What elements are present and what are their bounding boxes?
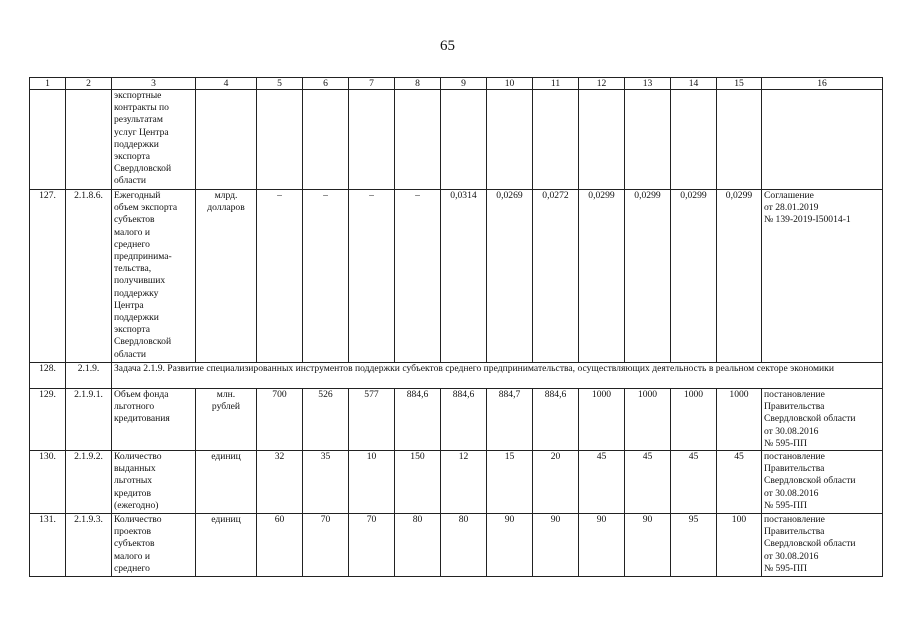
value-cell: 884,6	[533, 389, 579, 451]
code-cell: 2.1.9.1.	[66, 389, 112, 451]
basis-cell: Соглашение от 28.01.2019 № 139-2019-I50014-1	[762, 190, 883, 363]
page-number: 65	[440, 38, 455, 54]
basis-cell: постановление Правительства Свердловской области от 30.08.2016 № 595-ПП	[762, 514, 883, 577]
value-cell	[533, 90, 579, 190]
header-cell: 14	[671, 78, 717, 90]
value-cell: 32	[257, 451, 303, 514]
value-cell: 0,0314	[441, 190, 487, 363]
value-cell: 20	[533, 451, 579, 514]
indicator-cell: Ежегодный объем экспорта субъектов малого и среднего предпринима- тельства, получивших поддержку Центра поддержки экспорта Свердловской области	[112, 190, 196, 363]
task-title-cell: Задача 2.1.9. Развитие специализированных инструментов поддержки субъектов среднего предпринимательства, осуществляющих деятельность в реальном секторе экономики	[112, 363, 883, 389]
row-number-cell: 128.	[30, 363, 66, 389]
value-cell: 1000	[579, 389, 625, 451]
value-cell: –	[395, 190, 441, 363]
indicator-cell: Количество проектов субъектов малого и среднего	[112, 514, 196, 577]
value-cell: 577	[349, 389, 395, 451]
value-cell: 0,0299	[717, 190, 762, 363]
table-row	[30, 190, 883, 363]
header-row	[30, 78, 883, 90]
indicators-table	[29, 77, 883, 577]
value-cell: 70	[303, 514, 349, 577]
row-number-cell: 127.	[30, 190, 66, 363]
value-cell: 95	[671, 514, 717, 577]
unit-cell: единиц	[196, 451, 257, 514]
value-cell: 80	[441, 514, 487, 577]
value-cell	[717, 90, 762, 190]
indicator-cell: экспортные контракты по результатам услуг Центра поддержки экспорта Свердловской области	[112, 90, 196, 190]
task-row	[30, 363, 883, 389]
row-number-cell: 129.	[30, 389, 66, 451]
value-cell: 15	[487, 451, 533, 514]
header-cell: 1	[30, 78, 66, 90]
value-cell: 45	[625, 451, 671, 514]
value-cell: 70	[349, 514, 395, 577]
indicator-cell: Количество выданных льготных кредитов (ежегодно)	[112, 451, 196, 514]
value-cell	[441, 90, 487, 190]
header-cell: 4	[196, 78, 257, 90]
value-cell	[625, 90, 671, 190]
basis-cell: постановление Правительства Свердловской области от 30.08.2016 № 595-ПП	[762, 389, 883, 451]
value-cell: 0,0272	[533, 190, 579, 363]
unit-cell: млн. рублей	[196, 389, 257, 451]
value-cell: 100	[717, 514, 762, 577]
value-cell	[487, 90, 533, 190]
value-cell	[303, 90, 349, 190]
value-cell	[349, 90, 395, 190]
unit-cell	[196, 90, 257, 190]
table-row	[30, 514, 883, 577]
header-cell: 9	[441, 78, 487, 90]
value-cell: 526	[303, 389, 349, 451]
header-cell: 13	[625, 78, 671, 90]
value-cell: 90	[625, 514, 671, 577]
value-cell	[395, 90, 441, 190]
value-cell: 90	[579, 514, 625, 577]
value-cell: 45	[717, 451, 762, 514]
table-row	[30, 90, 883, 190]
table-row	[30, 389, 883, 451]
row-number-cell: 131.	[30, 514, 66, 577]
code-cell: 2.1.9.	[66, 363, 112, 389]
header-cell: 11	[533, 78, 579, 90]
header-cell: 10	[487, 78, 533, 90]
code-cell: 2.1.9.2.	[66, 451, 112, 514]
value-cell: 90	[533, 514, 579, 577]
value-cell: –	[349, 190, 395, 363]
header-cell: 16	[762, 78, 883, 90]
basis-cell: постановление Правительства Свердловской области от 30.08.2016 № 595-ПП	[762, 451, 883, 514]
header-cell: 5	[257, 78, 303, 90]
unit-cell: единиц	[196, 514, 257, 577]
value-cell: 0,0269	[487, 190, 533, 363]
value-cell	[671, 90, 717, 190]
header-cell: 2	[66, 78, 112, 90]
value-cell: 10	[349, 451, 395, 514]
value-cell: 90	[487, 514, 533, 577]
indicator-cell: Объем фонда льготного кредитования	[112, 389, 196, 451]
value-cell: 150	[395, 451, 441, 514]
value-cell: 884,7	[487, 389, 533, 451]
value-cell	[257, 90, 303, 190]
header-cell: 7	[349, 78, 395, 90]
value-cell: 45	[671, 451, 717, 514]
header-cell: 8	[395, 78, 441, 90]
value-cell: 884,6	[395, 389, 441, 451]
value-cell: 700	[257, 389, 303, 451]
value-cell: 1000	[717, 389, 762, 451]
code-cell: 2.1.9.3.	[66, 514, 112, 577]
header-cell: 15	[717, 78, 762, 90]
code-cell	[66, 90, 112, 190]
value-cell: –	[257, 190, 303, 363]
value-cell	[579, 90, 625, 190]
value-cell: 884,6	[441, 389, 487, 451]
code-cell: 2.1.8.6.	[66, 190, 112, 363]
value-cell: 12	[441, 451, 487, 514]
value-cell: 45	[579, 451, 625, 514]
value-cell: 1000	[671, 389, 717, 451]
row-number-cell: 130.	[30, 451, 66, 514]
value-cell: 0,0299	[671, 190, 717, 363]
value-cell: 0,0299	[625, 190, 671, 363]
value-cell: 80	[395, 514, 441, 577]
row-number-cell	[30, 90, 66, 190]
value-cell: 60	[257, 514, 303, 577]
table-row	[30, 451, 883, 514]
value-cell: 0,0299	[579, 190, 625, 363]
header-cell: 6	[303, 78, 349, 90]
unit-cell: млрд. долларов	[196, 190, 257, 363]
header-cell: 3	[112, 78, 196, 90]
value-cell: 1000	[625, 389, 671, 451]
basis-cell	[762, 90, 883, 190]
value-cell: 35	[303, 451, 349, 514]
header-cell: 12	[579, 78, 625, 90]
value-cell: –	[303, 190, 349, 363]
